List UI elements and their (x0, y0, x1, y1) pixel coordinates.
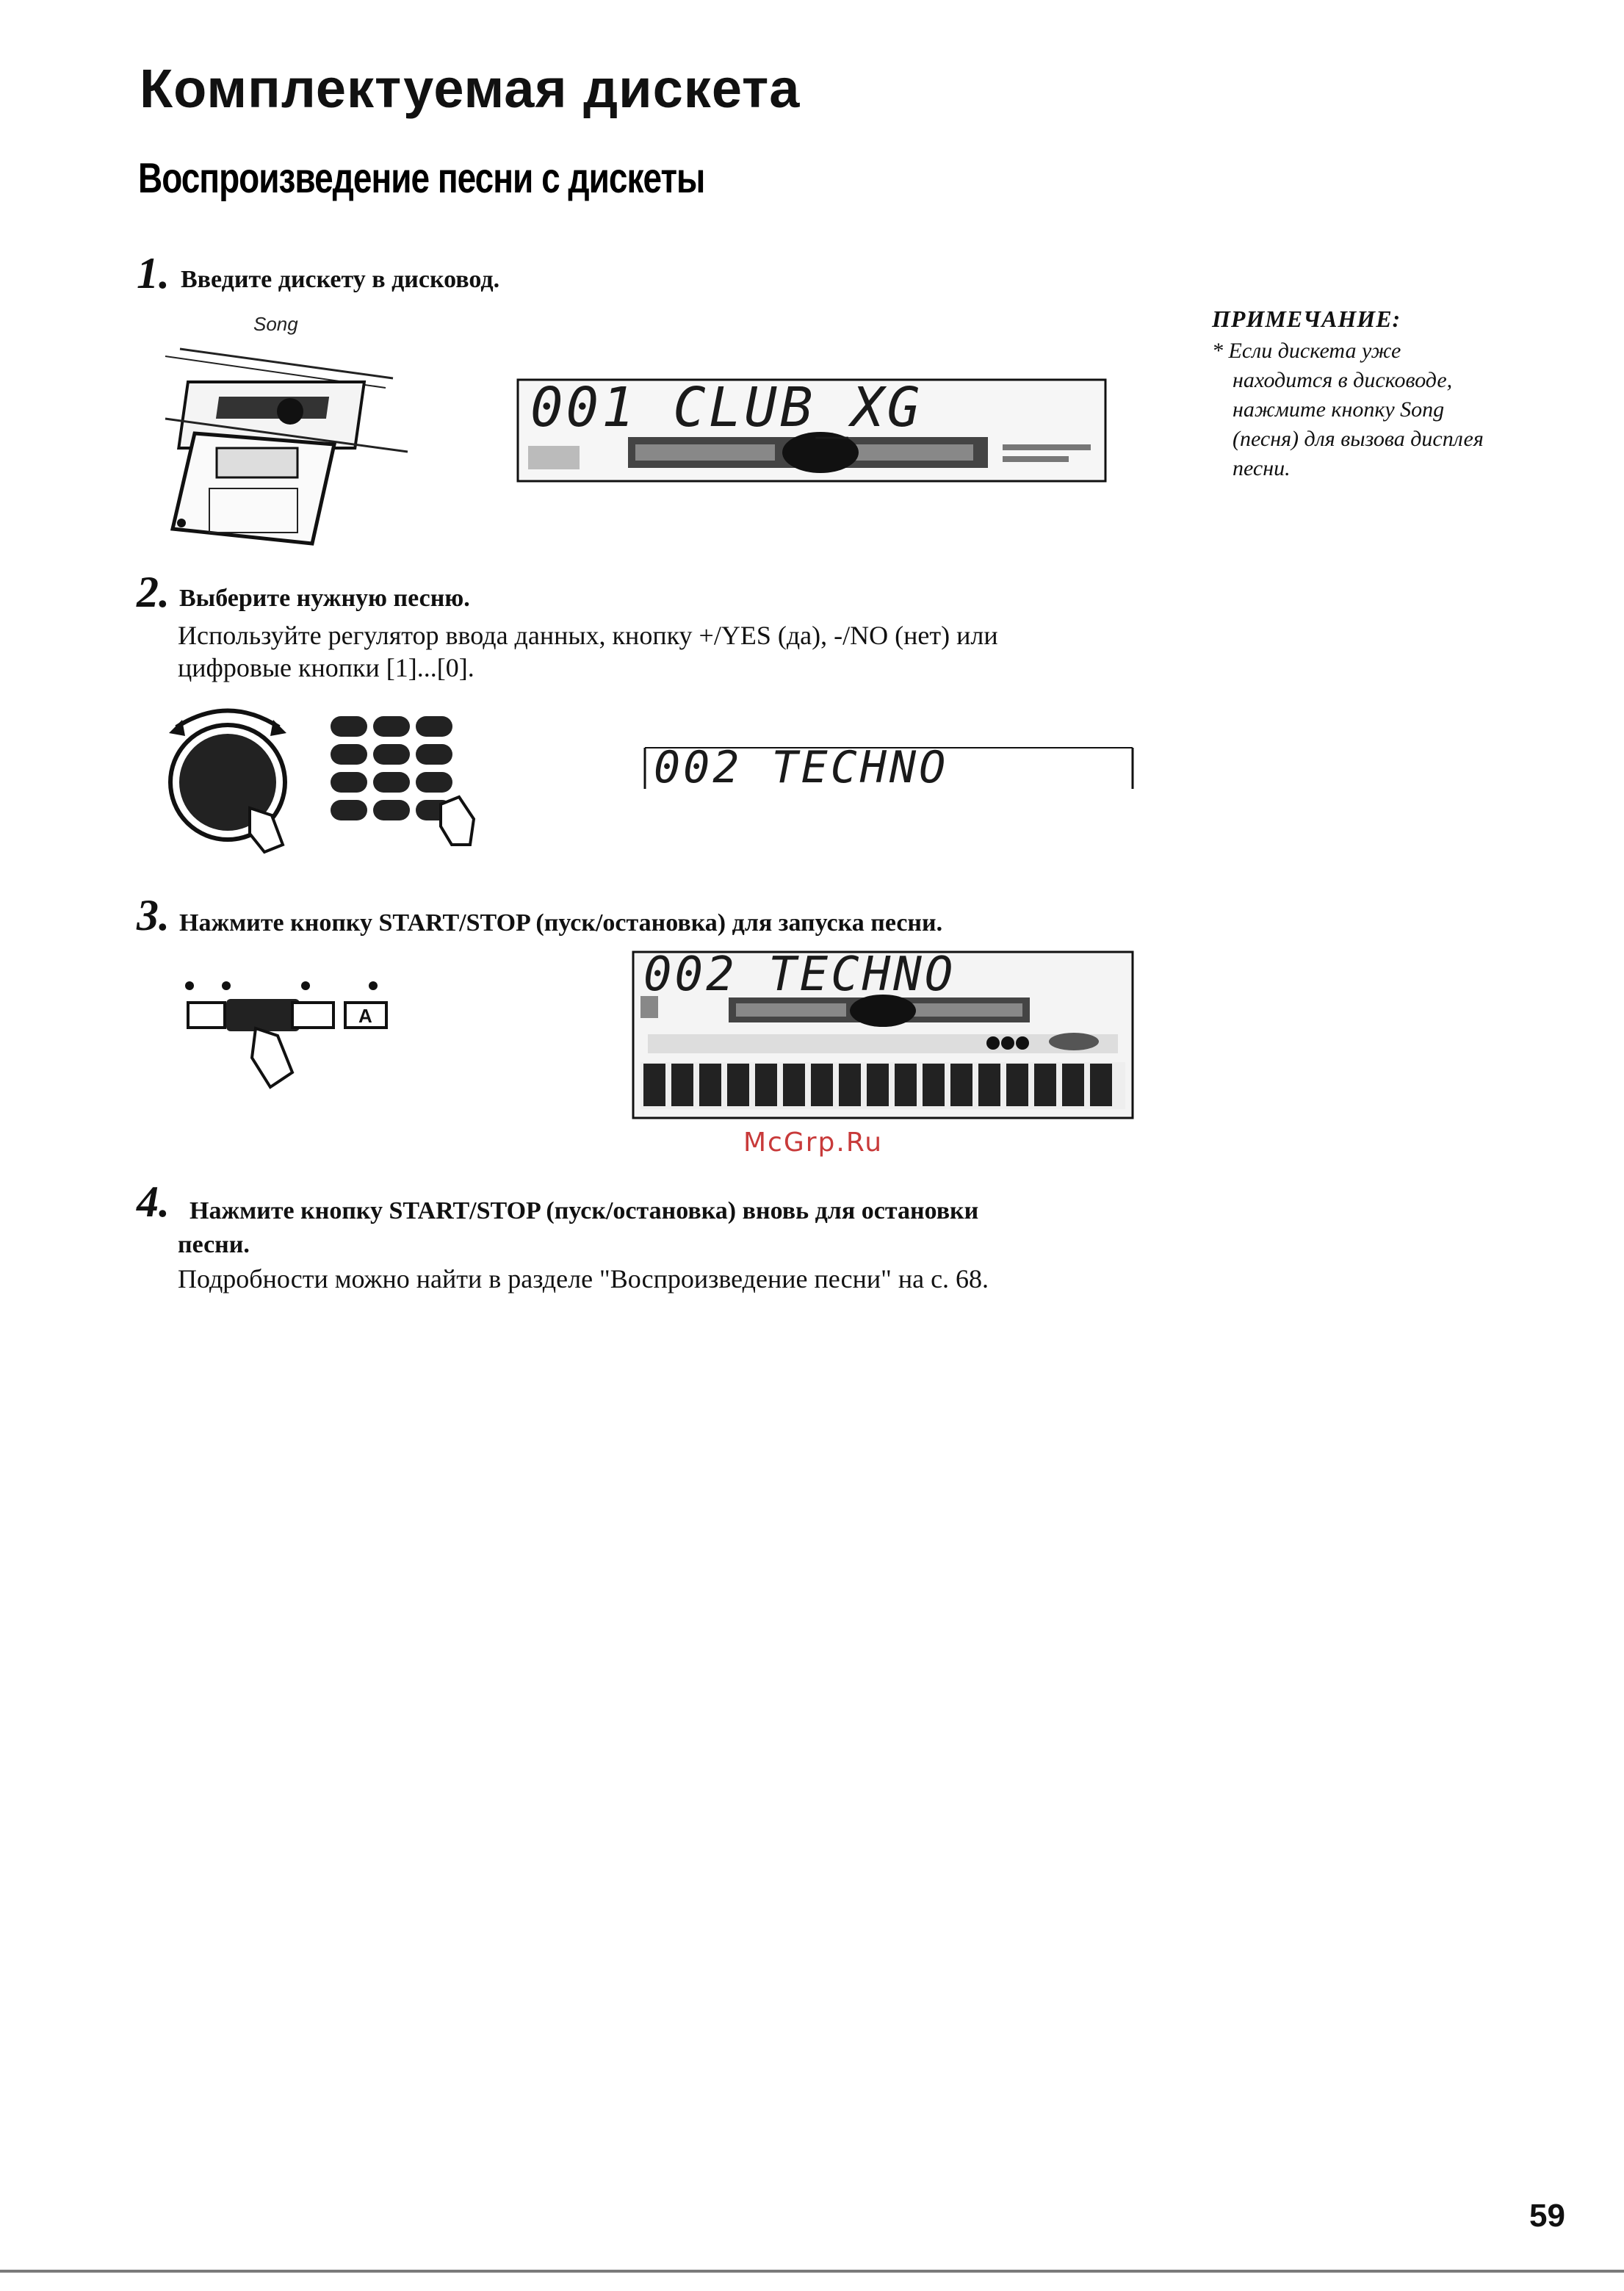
step-1-heading: Введите дискету в дисковод. (181, 266, 500, 293)
step-3-number: 3. (137, 891, 170, 939)
lcd-display-club-xg-text: 001 CLUB_XG (530, 376, 923, 439)
svg-text:Song: Song (253, 313, 298, 335)
step-4-heading-line-2: песни. (178, 1231, 250, 1258)
note-title: ПРИМЕЧАНИЕ: (1212, 306, 1401, 332)
note-line-5: песни. (1233, 456, 1291, 480)
note-line-3: нажмите кнопку Song (1233, 397, 1445, 422)
data-dial-illustration (162, 698, 308, 852)
floppy-drive-illustration (165, 309, 422, 551)
step-2-heading: Выберите нужную песню. (179, 585, 470, 612)
note-line-4: (песня) для вызова дисплея (1233, 427, 1484, 451)
lcd-full-panel-text: 002 TECHNO (643, 948, 956, 1002)
section-title: Воспроизведение песни с дискеты (138, 154, 705, 202)
bottom-rule (0, 2270, 1624, 2273)
start-stop-panel-illustration (182, 970, 417, 1087)
svg-text:A: A (358, 1005, 372, 1027)
step-2-number: 2. (137, 568, 170, 616)
step-4-heading-line-1: Нажмите кнопку START/STOP (пуск/остановка) вновь для остановки (190, 1197, 979, 1224)
page-title: Комплектуемая дискета (140, 58, 801, 119)
watermark: McGrp.Ru (743, 1128, 884, 1158)
step-3-heading: Нажмите кнопку START/STOP (пуск/остановка) для запуска песни. (179, 909, 943, 937)
note-line-1: * Если дискета уже (1212, 339, 1401, 363)
page-number: 59 (1529, 2198, 1565, 2234)
step-2-body-line-2: цифровые кнопки [1]...[0]. (178, 653, 474, 682)
step-2-body-line-1: Используйте регулятор ввода данных, кнопку +/YES (да), -/NO (нет) или (178, 621, 998, 650)
step-4-number: 4. (137, 1177, 170, 1226)
note-line-2: находится в дисководе, (1233, 368, 1453, 392)
step-4-body: Подробности можно найти в разделе "Воспроизведение песни" на с. 68. (178, 1264, 989, 1294)
step-1-number: 1. (137, 249, 170, 297)
number-buttons-illustration (323, 709, 492, 848)
lcd-display-techno-text: 002 TECHNO (654, 742, 949, 793)
